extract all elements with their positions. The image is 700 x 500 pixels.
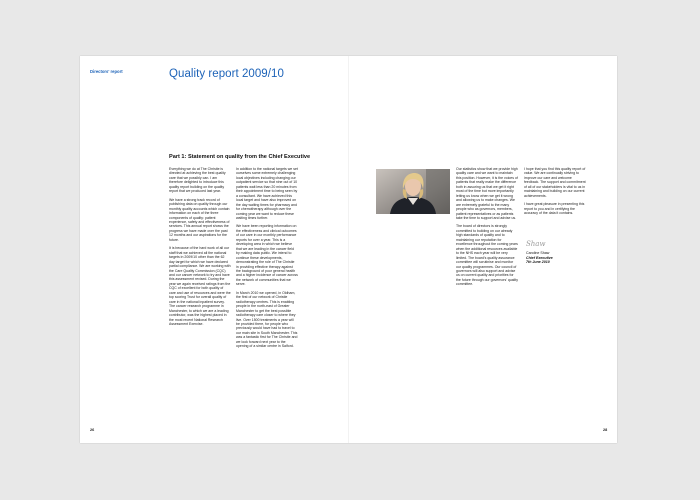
handwritten-signature: Shaw: [526, 240, 546, 248]
paragraph: Our statistics show that we provide high quality care and we want to maintain this position. However, it is the voices of patients that really make the difference both in assuring us that we get it right most of the time but more importantly letting us know when we get it wrong and allowing us to make changes. We are extremely grateful to the many people who as governors, members, patient representatives or as patients take the time to support and advise us.: [456, 167, 518, 220]
text-column-1: [169, 167, 231, 330]
section-label: Directors' report: [90, 69, 123, 74]
page-number-right: 28: [603, 428, 608, 432]
paragraph: Everything we do at The Christie is directed at achieving the best quality care that we possibly can. I am therefore delighted to introduce this quality report building on the quality report that we produced last year.: [169, 167, 226, 194]
paragraph: It is because of the hard work of all our staff that we achieved all the national targets in 2009/10 other than the 62 day target for which we have declared partial compliance. We are working with the Care Quality Commission (CQC) and our cancer network to try and have this assessment revised. During the year we again received ratings from the CQC of excellent for both quality of care and use of resources and were the top scoring Trust for overall quality of care in the national inpatient survey. The cancer research programme in Manchester, to which we are a leading contributor, was the highest placed in the most recent National Research Assessment Exercise.: [169, 246, 231, 326]
page-number-left: 26: [90, 428, 95, 432]
text-column-4: [524, 167, 586, 220]
paragraph: I have great pleasure in presenting this report to you and in certifying the accuracy of the data it contains.: [524, 202, 585, 216]
paragraph: In addition to the national targets we set ourselves some extremely challenging local objectives including changing our outpatient service so that nine out of 10 patients wait less than 20 minutes from their appointment time to being seen by a consultant. We have achieved this local target and have also improved on the day waiting times for pharmacy and for chemotherapy although over the coming year we want to reduce these waiting times further.: [236, 167, 298, 220]
paragraph: I hope that you find this quality report of value. We are continually striving to improve our care and welcome feedback. The support and commitment of all of our stakeholders is vital to us in maintaining and building on our current achievements.: [524, 167, 586, 198]
text-column-3: [456, 167, 519, 291]
document-spread: [80, 56, 617, 443]
page-gutter: [348, 56, 349, 443]
portrait-image: [376, 169, 450, 214]
page-title: Quality report 2009/10: [169, 68, 284, 80]
chief-executive-photo: [376, 169, 450, 214]
part-heading: Part 1: Statement on quality from the Chief Executive: [169, 154, 311, 160]
paragraph: In March 2010 we opened, in Oldham, the first of our network of Christie radiotherapy centres. This is enabling people in the north-east of Greater Manchester to get the best possible radiotherapy care closer to where they live. Over 1500 treatments a year will be provided there, for people who previously would have had to travel to our main site in South Manchester. This was a fantastic first for The Christie and we look forward next year to the opening of a similar centre in Salford.: [236, 290, 298, 349]
paragraph: We have a strong track record of publishing data on quality through our monthly quality accounts which contain information on each of the three components of quality: patient experience, safety and effectiveness of services. This annual report shows the progress we have made over the past 12 months and our aspirations for the future.: [169, 197, 230, 242]
signatory-role: Chief Executive: [526, 255, 553, 260]
paragraph: We have been reporting information on the effectiveness and clinical outcomes of our care in our monthly performance reports for over a year. This is a developing area in which we believe that we are leading in the cancer field by making data public. We intend to continue these developments, demonstrating the role of The Christie in providing effective therapy against the background of poor general health and a higher incidence of cancer across the network of communities that we serve.: [236, 224, 298, 287]
paragraph: The board of directors is strongly committed to building on our already high standards of quality and to maintaining our reputation for excellence throughout the coming years when the additional resources available to the NHS each year will be very limited. The board's quality assurance committee will scrutinise and monitor our quality programmes. Our council of governors will also support and advise us on current quality and priorities for the future through our governors' quality committee.: [456, 224, 518, 287]
signature-date: 7th June 2010: [526, 260, 550, 264]
text-column-2: [236, 167, 298, 353]
signatory-name: Caroline Shaw: [526, 251, 550, 255]
